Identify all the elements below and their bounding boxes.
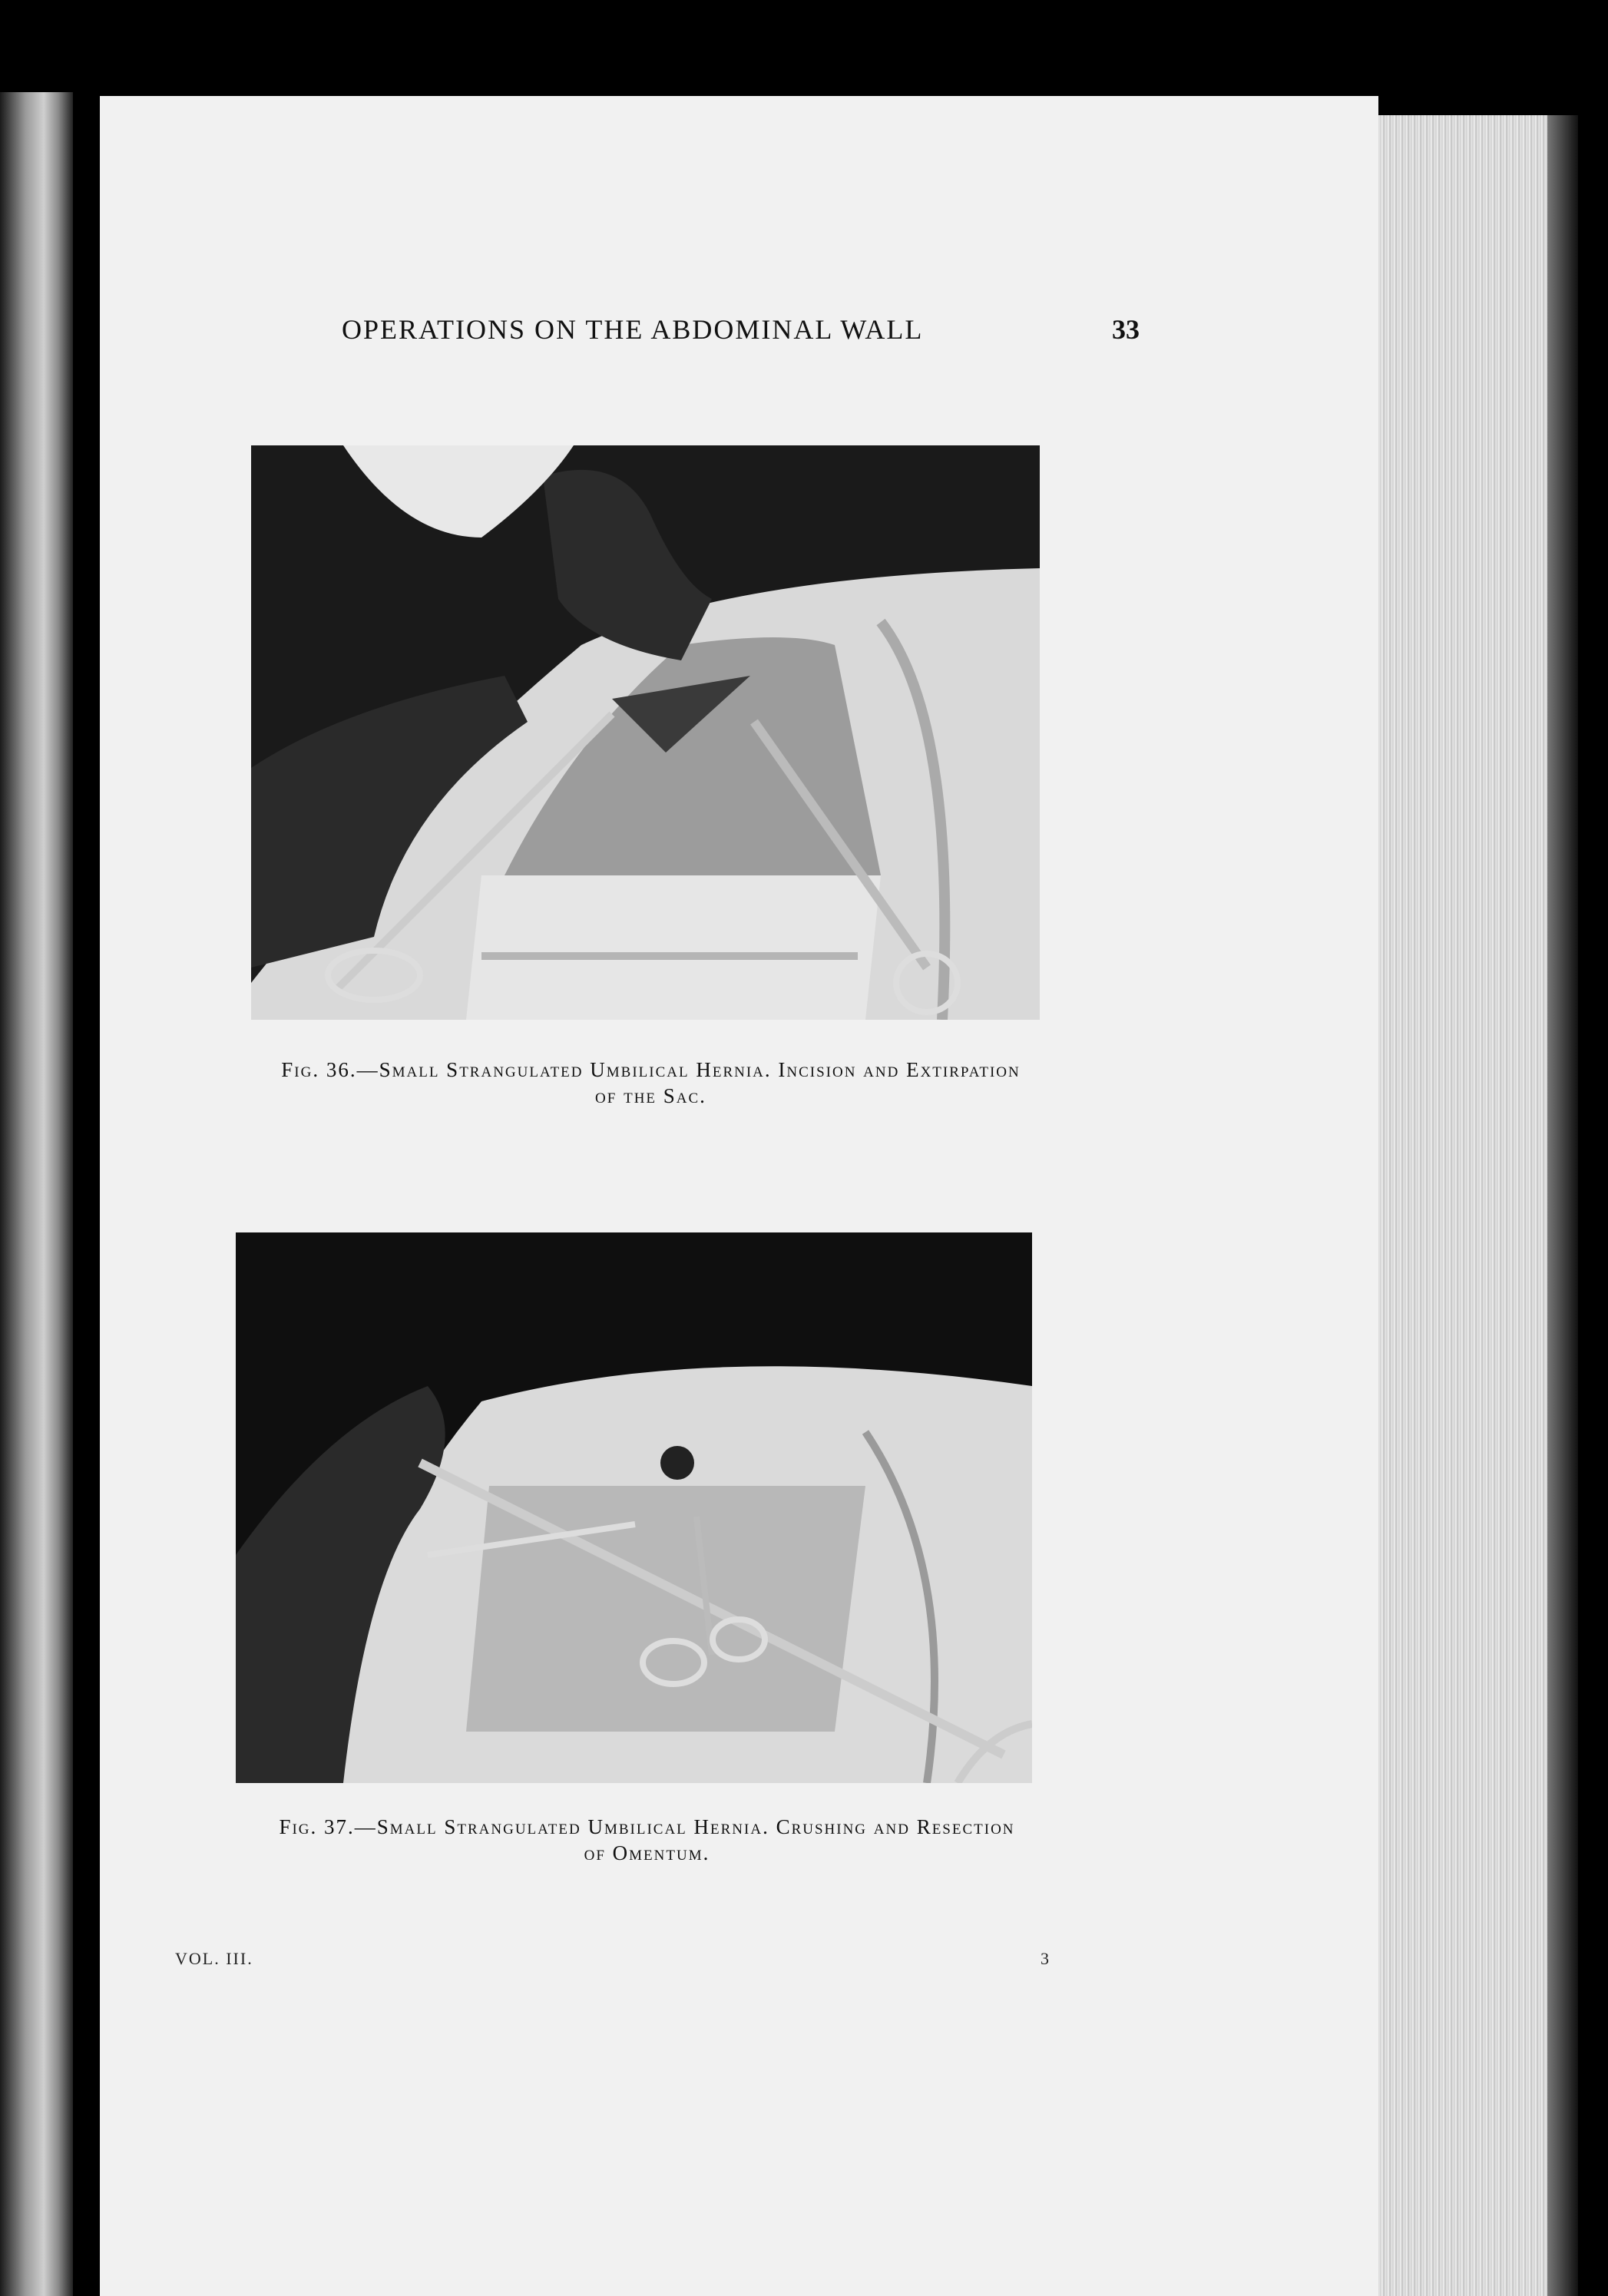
signature-mark: 3 <box>1041 1949 1049 1968</box>
figure-37-caption-line2: of Omentum. <box>584 1841 710 1864</box>
figure-37-caption-line1: Fig. 37.—Small Strangulated Umbilical Hernia. Crushing and Resection <box>279 1815 1015 1838</box>
running-head: OPERATIONS ON THE ABDOMINAL WALL <box>342 314 924 345</box>
figure-36-caption-line1: Fig. 36.—Small Strangulated Umbilical Hernia. Incision and Extirpation <box>281 1058 1021 1081</box>
volume-label: VOL. III. <box>175 1949 253 1968</box>
figure-36-caption <box>150 1057 1152 1109</box>
figure-36-caption-line2: of the Sac. <box>595 1084 706 1107</box>
figure-37-caption <box>146 1814 1148 1866</box>
page-stack-edge <box>1367 115 1578 2296</box>
book-page <box>100 96 1378 2296</box>
adjacent-page-edge <box>0 92 73 2296</box>
figure-37-photo <box>236 1232 1032 1783</box>
figure-36-photo <box>251 445 1040 1020</box>
page-number: 33 <box>1112 314 1140 345</box>
